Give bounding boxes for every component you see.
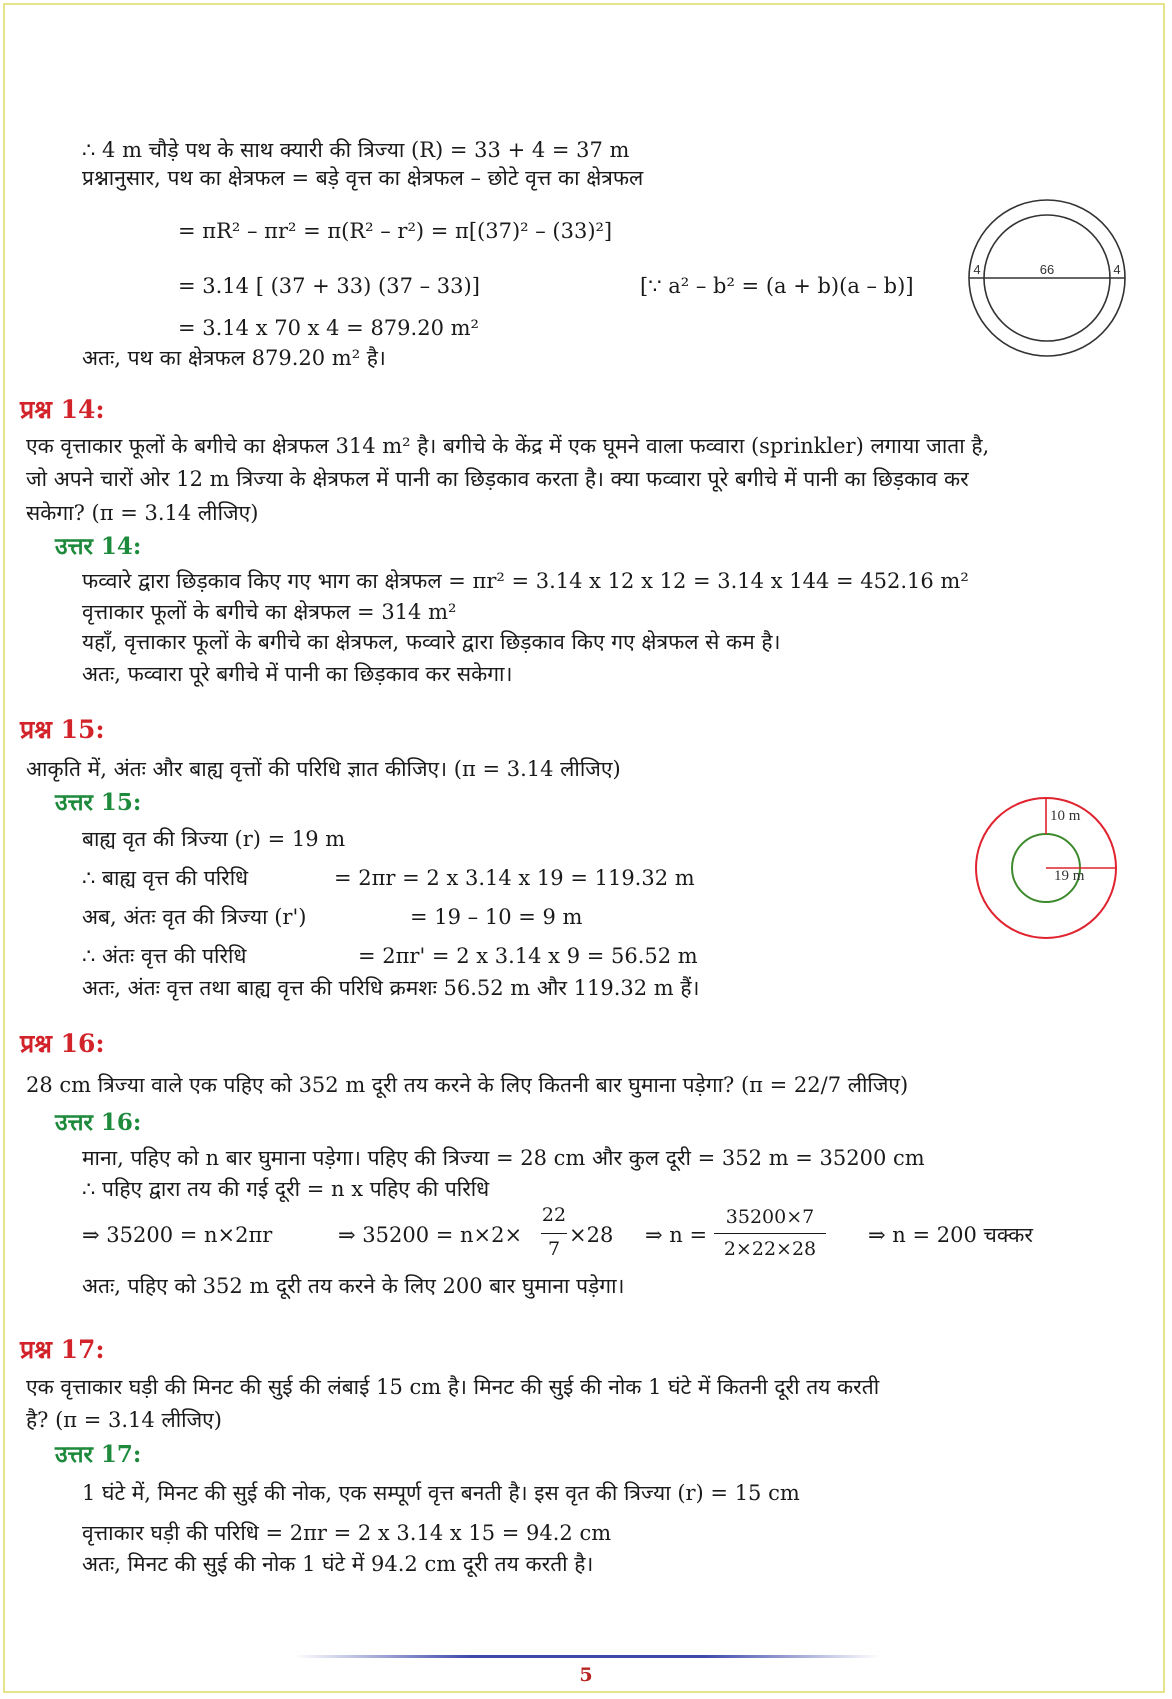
answer-16-step-2-end: ×28: [569, 1223, 614, 1247]
intro-line-4: = 3.14 [ (37 + 33) (37 – 33)]: [178, 274, 480, 298]
fraction-22-bar: [541, 1233, 567, 1234]
answer-15-line-4-calc: = 2πr' = 2 x 3.14 x 9 = 56.52 m: [358, 944, 698, 968]
question-14-label: प्रश्न 14:: [20, 395, 105, 424]
answer-14-line-1: फव्वारे द्वारा छिड़काव किए गए भाग का क्षेत्रफल = πr² = 3.14 x 12 x 12 = 3.14 x 144 = 452.16 m²: [82, 569, 969, 593]
answer-16-step-1: ⇒ 35200 = n×2πr: [82, 1223, 273, 1247]
question-15-line-1: आकृति में, अंतः और बाह्य वृत्तों की परिधि ज्ञात कीजिए। (π = 3.14 लीजिए): [26, 757, 621, 781]
fraction-22-numerator: 22: [541, 1204, 567, 1226]
intro-line-2: प्रश्नानुसार, पथ का क्षेत्रफल = बड़े वृत्त का क्षेत्रफल – छोटे वृत्त का क्षेत्रफल: [82, 166, 644, 190]
question-17-line-2: है? (π = 3.14 लीजिए): [26, 1408, 222, 1432]
gap-label: 10 m: [1050, 808, 1081, 824]
answer-16-step-4: ⇒ n = 200 चक्कर: [868, 1223, 1033, 1247]
page-number: 5: [579, 1664, 593, 1686]
fraction-n-denominator: 2×22×28: [723, 1238, 817, 1260]
answer-15-line-2-calc: = 2πr = 2 x 3.14 x 19 = 119.32 m: [334, 866, 695, 890]
answer-17-label: उत्तर 17:: [55, 1441, 142, 1468]
question-17-line-1: एक वृत्ताकार घड़ी की मिनट की सुई की लंबाई 15 cm है। मिनट की सुई की नोक 1 घंटे में कितनी दूरी तय करती: [26, 1375, 880, 1399]
answer-17-line-1: 1 घंटे में, मिनट की सुई की नोक, एक सम्पूर्ण वृत्त बनती है। इस वृत की त्रिज्या (r) = 15 cm: [82, 1481, 800, 1505]
question-16-label: प्रश्न 16:: [20, 1029, 105, 1058]
question-17-label: प्रश्न 17:: [20, 1335, 105, 1364]
answer-14-line-2: वृत्ताकार फूलों के बगीचे का क्षेत्रफल = 314 m²: [82, 600, 457, 624]
answer-17-conclusion: अतः, मिनट की सुई की नोक 1 घंटे में 94.2 cm दूरी तय करती है।: [82, 1552, 594, 1576]
answer-16-line-1: माना, पहिए को n बार घुमाना पड़ेगा। पहिए की त्रिज्या = 28 cm और कुल दूरी = 352 m = 35200 cm: [82, 1146, 925, 1170]
question-15-label: प्रश्न 15:: [20, 715, 105, 744]
answer-14-line-4: अतः, फव्वारा पूरे बगीचे में पानी का छिड़काव कर सकेगा।: [82, 662, 513, 686]
identity-note: [∵ a² – b² = (a + b)(a – b)]: [640, 274, 914, 298]
answer-15-line-4-label: ∴ अंतः वृत्त की परिधि: [82, 944, 247, 968]
answer-15-line-1: बाह्य वृत की त्रिज्या (r) = 19 m: [82, 827, 346, 851]
question-14-line-1: एक वृत्ताकार फूलों के बगीचे का क्षेत्रफल 314 m² है। बगीचे के केंद्र में एक घूमने वाला फव्वारा (sprinkler) लगाया जाता है,: [26, 434, 990, 458]
question-16-line-1: 28 cm त्रिज्या वाले एक पहिए को 352 m दूरी तय करने के लिए कितनी बार घुमाना पड़ेगा? (π = 22/7 लीजिए): [26, 1073, 909, 1097]
right-width-label: 4: [1113, 262, 1121, 277]
path-circles-diagram: [968, 185, 1128, 375]
footer-rule: [295, 1655, 880, 1658]
answer-15-line-3-label: अब, अंतः वृत की त्रिज्या (r'): [82, 905, 307, 929]
question-14-line-3: सकेगा? (π = 3.14 लीजिए): [26, 501, 259, 525]
intro-line-3: = πR² – πr² = π(R² – r²) = π[(37)² – (33)²]: [178, 219, 613, 243]
fraction-n-numerator: 35200×7: [725, 1206, 815, 1228]
answer-16-conclusion: अतः, पहिए को 352 m दूरी तय करने के लिए 200 बार घुमाना पड़ेगा।: [82, 1274, 625, 1298]
radius-label: 19 m: [1054, 868, 1085, 884]
answer-16-step-2: ⇒ 35200 = n×2×: [338, 1223, 523, 1247]
fraction-n-bar: [714, 1233, 826, 1234]
answer-14-label: उत्तर 14:: [55, 533, 142, 560]
intro-conclusion: अतः, पथ का क्षेत्रफल 879.20 m² है।: [82, 346, 386, 370]
inner-diameter-label: 66: [1039, 262, 1055, 277]
answer-17-line-2: वृत्ताकार घड़ी की परिधि = 2πr = 2 x 3.14 x 15 = 94.2 cm: [82, 1521, 612, 1545]
concentric-circles-diagram: [968, 790, 1128, 950]
answer-16-label: उत्तर 16:: [55, 1109, 142, 1136]
answer-15-line-2-label: ∴ बाह्य वृत्त की परिधि: [82, 866, 249, 890]
answer-14-line-3: यहाँ, वृत्ताकार फूलों के बगीचे का क्षेत्रफल, फव्वारे द्वारा छिड़काव किए गए क्षेत्रफल से कम है।: [82, 630, 781, 654]
intro-line-5: = 3.14 x 70 x 4 = 879.20 m²: [178, 316, 479, 340]
question-14-line-2: जो अपने चारों ओर 12 m त्रिज्या के क्षेत्रफल में पानी का छिड़काव करता है। क्या फव्वारा पूरे बगीचे में पानी का छिड़काव कर: [26, 467, 969, 491]
answer-15-label: उत्तर 15:: [55, 789, 142, 816]
left-width-label: 4: [973, 262, 981, 277]
answer-16-step-3: ⇒ n =: [645, 1223, 708, 1247]
intro-line-1: ∴ 4 m चौड़े पथ के साथ क्यारी की त्रिज्या (R) = 33 + 4 = 37 m: [82, 138, 630, 162]
fraction-22-denominator: 7: [547, 1238, 561, 1260]
answer-15-conclusion: अतः, अंतः वृत्त तथा बाह्य वृत्त की परिधि क्रमशः 56.52 m और 119.32 m हैं।: [82, 976, 700, 1000]
answer-16-line-2: ∴ पहिए द्वारा तय की गई दूरी = n x पहिए की परिधि: [82, 1177, 490, 1201]
answer-15-line-3-calc: = 19 – 10 = 9 m: [410, 905, 583, 929]
